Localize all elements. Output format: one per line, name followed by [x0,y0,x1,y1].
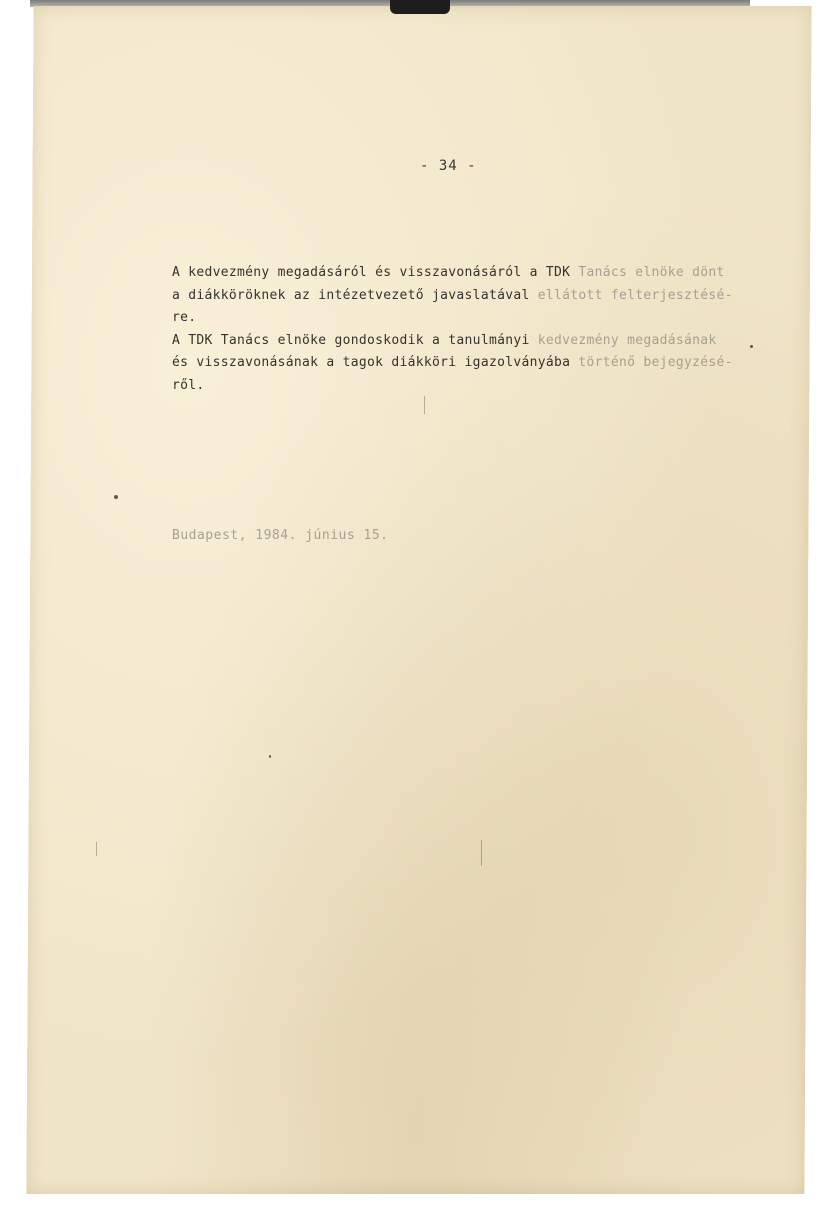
binding-mark [390,0,450,14]
paper-scratch [481,840,482,866]
page-number: - 34 - [420,158,477,174]
paper-speck [750,345,753,348]
text-line-1: A kedvezmény megadásáról és visszavonásáról a TDK Tanács elnöke dönt [172,265,725,280]
place-and-date: Budapest, 1984. június 15. [172,528,389,543]
paper-speck [269,755,271,758]
text-line-4: A TDK Tanács elnöke gondoskodik a tanulmányi kedvezmény megadásának [172,332,717,348]
body-paragraph [172,262,733,397]
paper-speck [114,495,118,499]
paper-scratch [96,842,97,856]
text-line-3: re. [172,310,197,325]
text-line-6: ről. [172,377,205,393]
paper-scratch [424,396,425,414]
text-line-5: és visszavonásának a tagok diákköri igazolványába történő bejegyzésé- [172,355,733,370]
paper-sheet [26,6,811,1194]
text-line-2: a diákköröknek az intézetvezető javaslatával ellátott felterjesztésé- [172,287,733,303]
